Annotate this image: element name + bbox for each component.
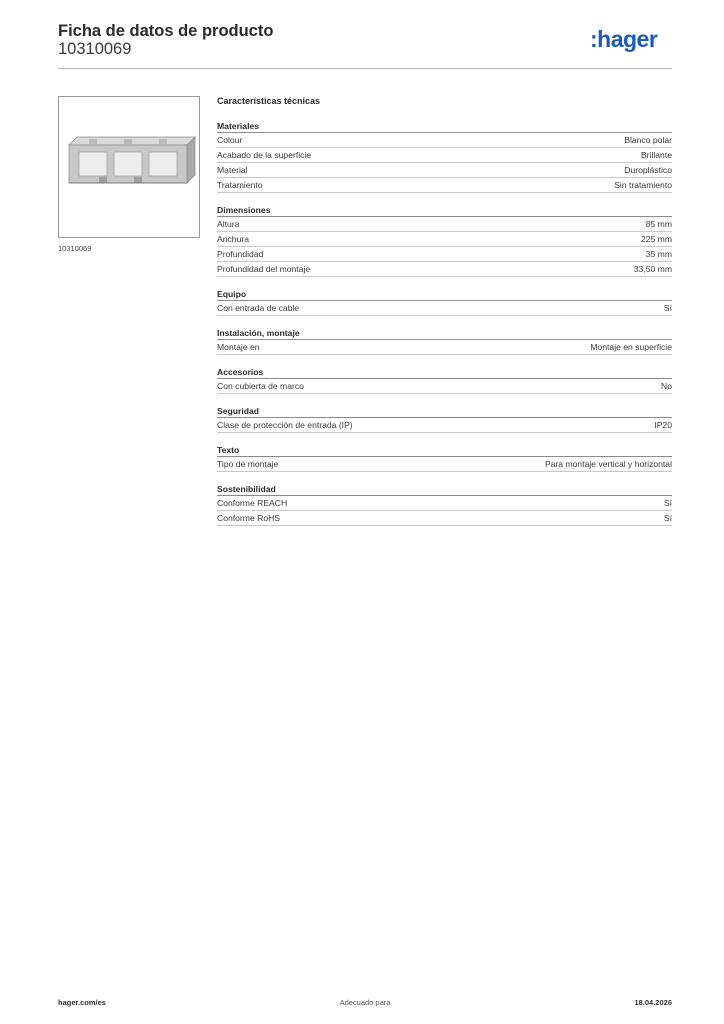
spec-value: Montaje en superficie <box>590 342 672 352</box>
hager-logo <box>590 28 672 54</box>
spec-section <box>217 483 672 526</box>
spec-value: 85 mm <box>645 219 672 229</box>
spec-value: Blanco polar <box>624 135 672 145</box>
page-title: Ficha de datos de producto <box>58 22 274 40</box>
spec-row <box>217 163 672 178</box>
spec-section-title: Instalación, montaje <box>217 327 672 340</box>
technical-specs <box>217 95 672 537</box>
spec-label: Conforme REACH <box>217 498 288 508</box>
spec-section <box>217 120 672 193</box>
header-divider <box>58 68 672 69</box>
spec-label: Montaje en <box>217 342 260 352</box>
footer-website-link[interactable]: hager.com/es <box>58 998 106 1007</box>
spec-label: Clase de protección de entrada (IP) <box>217 420 353 430</box>
spec-label: Material <box>217 165 248 175</box>
spec-label: Con entrada de cable <box>217 303 300 313</box>
spec-row <box>217 418 672 433</box>
spec-label: Colour <box>217 135 243 145</box>
product-image <box>58 96 200 238</box>
spec-label: Profundidad <box>217 249 264 259</box>
spec-section <box>217 405 672 433</box>
spec-label: Tratamiento <box>217 180 263 190</box>
spec-row <box>217 262 672 277</box>
spec-row <box>217 247 672 262</box>
spec-row <box>217 379 672 394</box>
spec-value: 33,50 mm <box>633 264 672 274</box>
footer-date: 18.04.2026 <box>634 998 672 1007</box>
spec-label: Tipo de montaje <box>217 459 279 469</box>
spec-row <box>217 217 672 232</box>
spec-value: Para montaje vertical y horizontal <box>544 459 672 469</box>
spec-label: Altura <box>217 219 240 229</box>
spec-row <box>217 148 672 163</box>
page-footer <box>58 998 672 1010</box>
spec-section <box>217 366 672 394</box>
spec-value: IP20 <box>654 420 672 430</box>
spec-value: 35 mm <box>645 249 672 259</box>
spec-section-title: Materiales <box>217 120 672 133</box>
spec-label: Anchura <box>217 234 250 244</box>
image-caption: 10310069 <box>58 244 92 253</box>
spec-section <box>217 327 672 355</box>
spec-section <box>217 204 672 277</box>
spec-label: Profundidad del montaje <box>217 264 311 274</box>
spec-label: Con cubierta de marco <box>217 381 304 391</box>
spec-section-title: Texto <box>217 444 672 457</box>
spec-row <box>217 232 672 247</box>
spec-label: Acabado de la superficie <box>217 150 312 160</box>
spec-value: No <box>661 381 672 391</box>
spec-row <box>217 178 672 193</box>
spec-section-title: Accesorios <box>217 366 672 379</box>
spec-value: Duroplástico <box>624 165 672 175</box>
product-code: 10310069 <box>58 40 132 58</box>
spec-section <box>217 288 672 316</box>
spec-section-title: Dimensiones <box>217 204 672 217</box>
logo-text: :hager <box>590 28 658 52</box>
spec-row <box>217 496 672 511</box>
spec-row <box>217 340 672 355</box>
spec-row <box>217 133 672 148</box>
spec-value: 225 mm <box>640 234 672 244</box>
spec-label: Conforme RoHS <box>217 513 281 523</box>
spec-row <box>217 457 672 472</box>
spec-section-title: Seguridad <box>217 405 672 418</box>
spec-value: Brillante <box>640 150 672 160</box>
spec-section-title: Sostenibilidad <box>217 483 672 496</box>
footer-center-text: Adecuado para <box>339 998 391 1007</box>
page-header <box>58 22 672 68</box>
spec-section-title: Equipo <box>217 288 672 301</box>
spec-value: Sí <box>663 498 672 508</box>
spec-row <box>217 301 672 316</box>
spec-value: Sí <box>663 513 672 523</box>
spec-value: Sin tratamiento <box>614 180 672 190</box>
spec-row <box>217 511 672 526</box>
specs-heading: Características técnicas <box>217 96 321 106</box>
surface-mounting-frame-icon <box>59 97 199 237</box>
spec-section <box>217 444 672 472</box>
spec-value: Sí <box>663 303 672 313</box>
